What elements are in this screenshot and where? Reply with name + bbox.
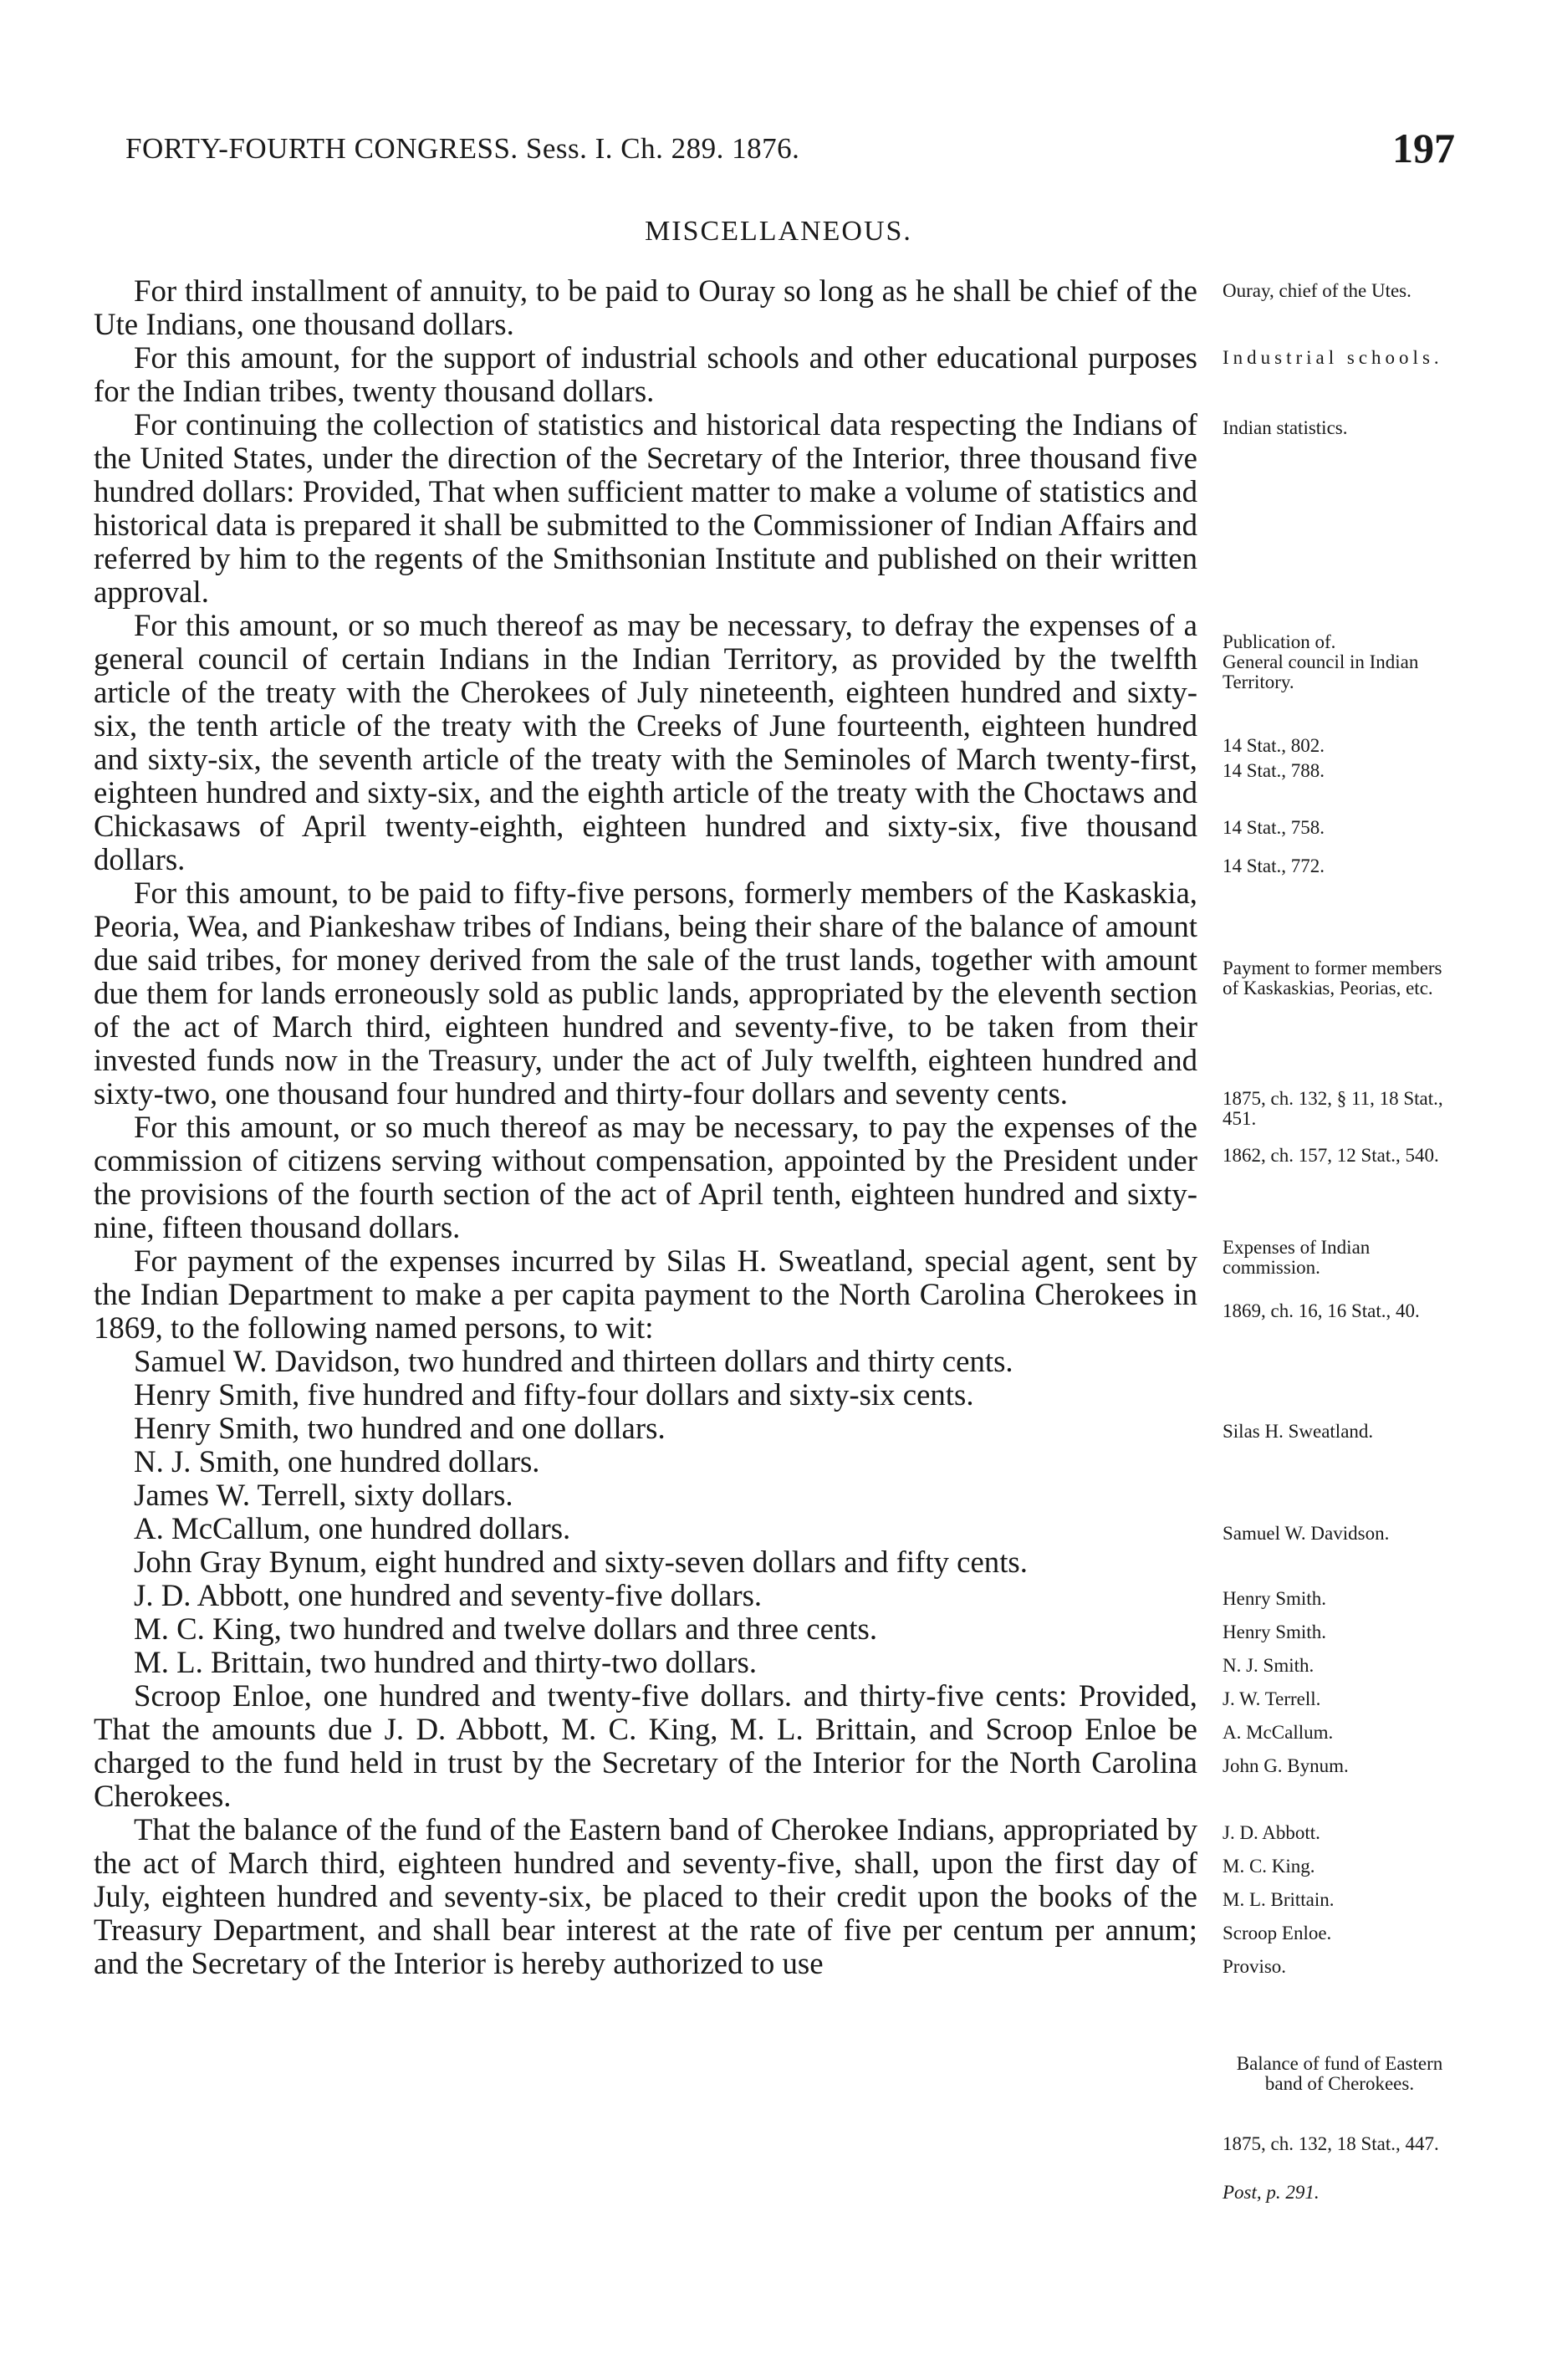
paragraph-general-council: For this amount, or so much thereof as may be necessary, to defray the expenses of a general council of certain Indians in the Indian Territory, as provided by the twelfth article of the treaty with the Cherokees of July nineteenth, eighteen hundred and sixty-six, the tenth article of the treaty with the Creeks of June fourteenth, eighteen hundred and sixty-six, the seventh article of the treaty with the Seminoles of March twenty-first, eighteen hundred and sixty-six, and the eighth article of the treaty with the Choctaws and Chickasaws of April twenty-eighth, eighteen hundred and sixty-six, five thousand dollars. <box>94 608 1197 876</box>
margin-note: 1875, ch. 132, § 11, 18 Stat., 451. <box>1223 1088 1443 1129</box>
payee-item: John Gray Bynum, eight hundred and sixty-seven dollars and fifty cents. <box>134 1545 1028 1579</box>
payee-item: Henry Smith, five hundred and fifty-four dollars and sixty-six cents. <box>134 1377 974 1412</box>
margin-note: J. D. Abbott. <box>1223 1822 1320 1843</box>
margin-note: Payment to former members of Kaskaskias, Peorias, etc. <box>1223 958 1442 998</box>
margin-note: M. C. King. <box>1223 1856 1315 1877</box>
paragraph-indian-commission: For this amount, or so much thereof as may be necessary, to pay the expenses of the commission of citizens serving without compensation, appointed by the President under the provisions of the fourth section of the act of April tenth, eighteen hundred and sixty-nine, fifteen thousand dollars. <box>94 1110 1197 1244</box>
margin-note: General council in Indian Territory. <box>1223 651 1419 692</box>
margin-note: Post, p. 291. <box>1223 2182 1320 2203</box>
margin-note: Scroop Enloe. <box>1223 1923 1332 1943</box>
margin-note: Indian statistics. <box>1223 417 1348 438</box>
paragraph-enloe-proviso: Scroop Enloe, one hundred and twenty-five dollars. and thirty-five cents: Provided, That the amounts due J. D. Abbott, M. C. King, M. L. Brittain, and Scroop Enloe be charged to the fund held in trust by the Secretary of the Interior for the North Carolina Cherokees. <box>94 1678 1197 1813</box>
payee-item: James W. Terrell, sixty dollars. <box>134 1478 513 1512</box>
margin-note: 14 Stat., 802. <box>1223 735 1325 756</box>
margin-note: Publication of. <box>1223 631 1336 652</box>
margin-note: 14 Stat., 758. <box>1223 817 1325 838</box>
payee-item: Samuel W. Davidson, two hundred and thirteen dollars and thirty cents. <box>134 1344 1013 1378</box>
page-header <box>125 124 1455 174</box>
running-head: FORTY-FOURTH CONGRESS. Sess. I. Ch. 289. 1876. <box>125 132 800 165</box>
paragraph-eastern-band-fund: That the balance of the fund of the Eastern band of Cherokee Indians, appropriated by the act of March third, eighteen hundred and seventy-five, shall, upon the first day of July, eighteen hundred and seventy-six, be placed to their credit upon the books of the Treasury Department, and shall bear interest at the rate of five per centum per annum; and the Secretary of the Interior is hereby authorized to use <box>94 1812 1197 1980</box>
margin-note: John G. Bynum. <box>1223 1755 1349 1776</box>
margin-note: 14 Stat., 788. <box>1223 760 1325 781</box>
margin-note: A. McCallum. <box>1223 1722 1334 1743</box>
payee-item: M. C. King, two hundred and twelve dollars and three cents. <box>134 1611 878 1646</box>
margin-note: Expenses of Indian commission. <box>1223 1237 1371 1278</box>
paragraph-sweatland: For payment of the expenses incurred by Silas H. Sweatland, special agent, sent by the Indian Department to make a per capita payment to the North Carolina Cherokees in 1869, to the following named persons, to wit: <box>94 1244 1197 1345</box>
margin-note: Industrial schools. <box>1223 347 1443 368</box>
margin-note: 1862, ch. 157, 12 Stat., 540. <box>1223 1145 1439 1166</box>
margin-note: 1869, ch. 16, 16 Stat., 40. <box>1223 1300 1420 1321</box>
margin-note: 14 Stat., 772. <box>1223 855 1325 876</box>
paragraph-industrial-schools: For this amount, for the support of industrial schools and other educational purposes for the Indian tribes, twenty thousand dollars. <box>94 340 1197 408</box>
margin-note: Samuel W. Davidson. <box>1223 1523 1390 1544</box>
margin-note: Henry Smith. <box>1223 1622 1326 1642</box>
margin-note: Silas H. Sweatland. <box>1223 1421 1374 1442</box>
main-text-column <box>94 274 1197 1980</box>
payee-item: J. D. Abbott, one hundred and seventy-five dollars. <box>134 1578 763 1612</box>
margin-note: Proviso. <box>1223 1956 1287 1977</box>
page-number: 197 <box>1392 125 1455 171</box>
payee-item: A. McCallum, one hundred dollars. <box>134 1511 571 1545</box>
paragraph-indian-statistics: For continuing the collection of statistics and historical data respecting the Indians of the United States, under the direction of the Secretary of the Interior, three thousand five hundred dollars: Provided, That when sufficient matter to make a volume of statistics and historical data is prepared it shall be submitted to the Commissioner of Indian Affairs and referred by him to the regents of the Smithsonian Institute and published on their written approval. <box>94 407 1197 609</box>
margin-note: Ouray, chief of the Utes. <box>1223 280 1412 301</box>
margin-note: J. W. Terrell. <box>1223 1688 1321 1709</box>
margin-note: Henry Smith. <box>1223 1588 1326 1609</box>
payee-item: N. J. Smith, one hundred dollars. <box>134 1444 540 1479</box>
section-title: MISCELLANEOUS. <box>645 216 912 247</box>
payee-item: M. L. Brittain, two hundred and thirty-two dollars. <box>134 1645 758 1679</box>
payee-item: Henry Smith, two hundred and one dollars. <box>134 1411 666 1445</box>
margin-note: 1875, ch. 132, 18 Stat., 447. <box>1223 2133 1439 2154</box>
margin-note: N. J. Smith. <box>1223 1655 1315 1676</box>
paragraph-kaskaskia-payment: For this amount, to be paid to fifty-five persons, formerly members of the Kaskaskia, Peoria, Wea, and Piankeshaw tribes of Indians, being their share of the balance of amount due said tribes, for money derived from the sale of the trust lands, together with amount due them for lands erroneously sold as public lands, appropriated by the eleventh section of the act of March third, eighteen hundred and seventy-five, to be taken from their invested funds now in the Treasury, under the act of July twelfth, eighteen hundred and sixty-two, one thousand four hundred and thirty-four dollars and seventy cents. <box>94 876 1197 1111</box>
paragraph-ouray: For third installment of annuity, to be paid to Ouray so long as he shall be chief of the Ute Indians, one thousand dollars. <box>94 273 1197 341</box>
margin-note: M. L. Brittain. <box>1223 1889 1335 1910</box>
margin-note: Balance of fund of Eastern band of Cherokees. <box>1236 2053 1443 2094</box>
